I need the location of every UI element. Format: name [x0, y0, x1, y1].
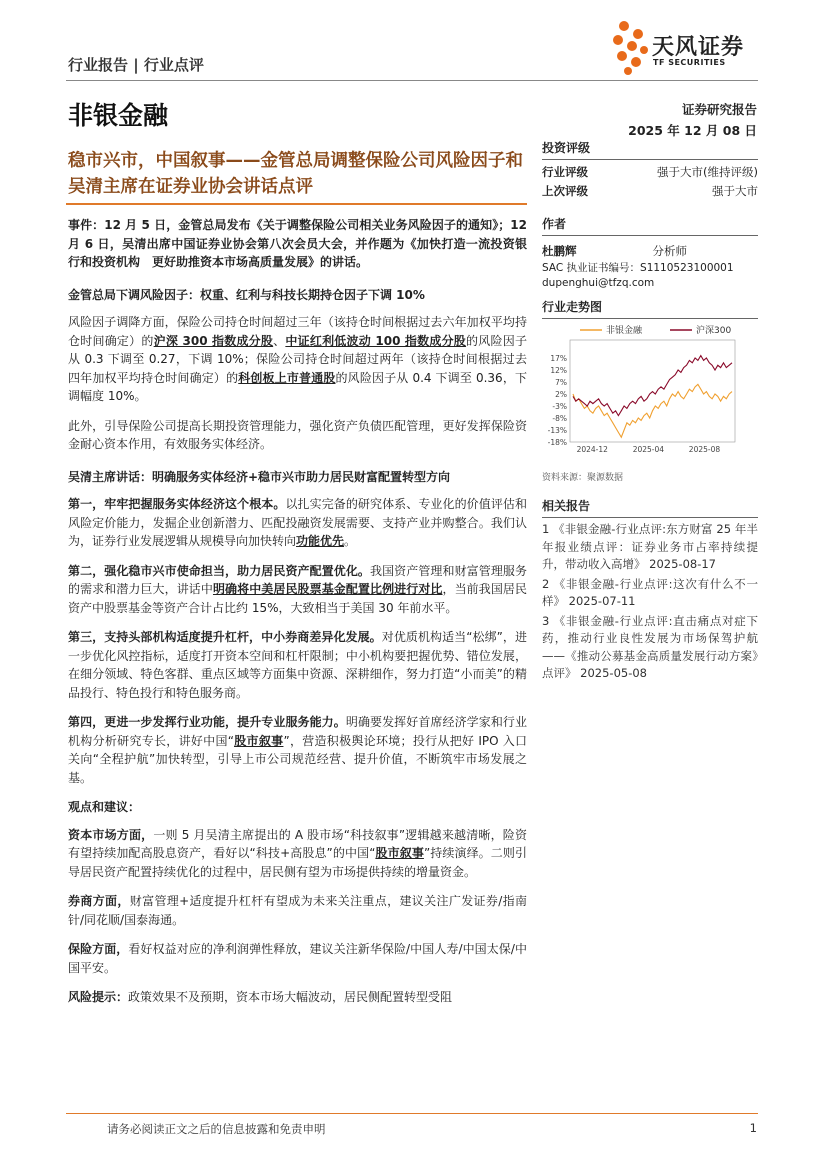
report-title: 稳市兴市，中国叙事——金管总局调整保险公司风险因子和吴清主席在证券业协会讲话点评	[68, 151, 523, 197]
legend-label-0: 非银金融	[606, 326, 643, 336]
chart-panel	[542, 298, 758, 319]
section2-heading: 吴清主席讲话：明确服务实体经济+稳市兴市助力居民财富配置转型方向	[68, 469, 451, 484]
x-tick-label: 2025-08	[688, 445, 721, 454]
y-tick-label: -13%	[547, 426, 567, 435]
section3-paragraph1: 资本市场方面，一则 5 月吴清主席提出的 A 股市场“科技叙事”逻辑越来越清晰，险资有望持续加配高股息资产，看好以“科技+高股息”的中国“股市叙事”持续演绎。二则引导居民资产配置持续优化的过程中，居民侧有望为市场提供持续的增量资金。	[68, 827, 527, 879]
related-report-1[interactable]: 1 《非银金融-行业点评:东方财富 25 年半年报业绩点评：证券业务市占率持续提升，带动收入高增》 2025-08-17	[542, 522, 758, 571]
y-tick-label: -18%	[547, 438, 567, 447]
y-tick-label: 7%	[555, 378, 567, 387]
chart-title: 行业走势图	[542, 298, 758, 319]
logo-mark-icon	[610, 20, 650, 76]
y-tick-label: -8%	[552, 414, 567, 423]
report-type: 证券研究报告	[681, 102, 757, 117]
rating-panel	[542, 139, 758, 201]
y-tick-label: 2%	[555, 390, 567, 399]
x-tick-label: 2024-12	[576, 445, 608, 454]
last-rating-value: 强于大市	[712, 184, 758, 198]
section2-paragraph1: 第一，牢牢把握服务实体经济这个根本。以扎实完备的研究体系、专业化的价值评估和风险定价能力，发掘企业创新潜力、匹配投融资发展需要、支持产业并购整合。我们认为，证券行业发展逻辑从规模导向加快转向功能优先。	[68, 497, 527, 548]
y-tick-label: -3%	[552, 402, 567, 411]
section3-paragraph3: 保险方面，看好权益对应的净利润弹性释放，建议关注新华保险/中国人寿/中国太保/中国平安。	[68, 942, 527, 975]
section3-heading: 观点和建议：	[68, 800, 141, 814]
author-panel	[542, 215, 758, 291]
sector-title: 非银金融	[68, 101, 169, 130]
author-name: 杜鹏辉	[542, 244, 577, 258]
last-rating-label: 上次评级	[542, 184, 588, 198]
related-report-3[interactable]: 3 《非银金融-行业点评:直击痛点对症下药，推动行业良性发展为市场保驾护航——《推动公募基金高质量发展行动方案》点评》 2025-05-08	[542, 613, 758, 680]
section2-paragraph4: 第四，更进一步发挥行业功能，提升专业服务能力。明确要发挥好首席经济学家和行业机构分析研究专长，讲好中国“股市叙事”，营造积极舆论环境；投行从把好 IPO 入口关向“全程护航”加快转型，引导上市公司规范经营、提升价值，不断筑牢市场发展之基。	[68, 715, 527, 785]
author-sac: SAC 执业证书编号：S1110523100001	[542, 262, 734, 274]
section1-paragraph2: 此外，引导保险公司提高长期投资管理能力，强化资产负债匹配管理，更好发挥保险资金耐心资本作用，有效服务实体经济。	[68, 418, 527, 451]
author-role: 分析师	[652, 244, 687, 258]
related-panel	[542, 497, 758, 685]
event-paragraph: 事件：12 月 5 日，金管总局发布《关于调整保险公司相关业务风险因子的通知》；12 月 6 日，吴清出席中国证券业协会第八次会员大会，并作题为《加快打造一流投资银行和投资机构 更好助推资本市场高质量发展》的讲话。	[68, 218, 527, 269]
industry-rating-value: 强于大市(维持评级)	[657, 165, 758, 179]
y-tick-label: 17%	[550, 354, 567, 363]
report-category: 行业报告 | 行业点评	[68, 56, 204, 74]
report-date: 2025 年 12 月 08 日	[628, 123, 757, 138]
section1-heading: 金管总局下调风险因子：权重、红利与科技长期持仓因子下调 10%	[68, 287, 425, 302]
author-email[interactable]: dupenghui@tfzq.com	[542, 277, 655, 289]
logo-subtext: TF SECURITIES	[653, 58, 726, 67]
author-title: 作者	[542, 215, 758, 236]
series-line-1	[573, 356, 732, 416]
footer-divider	[66, 1113, 758, 1114]
section2-paragraph2: 第二，强化稳市兴市使命担当，助力居民资产配置优化。我国资产管理和财富管理服务的需求和潜力巨大，讲话中明确将中美居民股票基金配置比例进行对比，当前我国居民资产中股票基金等资产合计占比约 15%，大致相当于美国 30 年前水平。	[68, 563, 527, 615]
rating-title: 投资评级	[542, 139, 758, 160]
trend-chart	[540, 320, 758, 460]
x-tick-label: 2025-04	[632, 445, 665, 454]
section3-paragraph2: 券商方面，财富管理+适度提升杠杆有望成为未来关注重点，建议关注广发证券/指南针/同花顺/国泰海通。	[68, 894, 527, 927]
section1-paragraph1: 风险因子调降方面，保险公司持仓时间超过三年（该持仓时间根据过去六年加权平均持仓时间确定）的沪深 300 指数成分股、中证红利低波动 100 指数成分股的风险因子从 0.3 下调至 0.27，下调 10%；保险公司持仓时间超过两年（该持仓时间根据过去四年加权平均持仓时间确定）的科创板上市普通股的风险因子从 0.4 下调至 0.36，下调幅度 10%。	[68, 315, 527, 403]
chart-source: 资料来源：聚源数据	[542, 473, 624, 483]
header-divider	[66, 80, 758, 81]
logo-text: 天风证券	[652, 35, 745, 60]
page-number: 1	[749, 1121, 757, 1135]
legend-label-1: 沪深300	[696, 326, 732, 336]
title-divider	[66, 203, 527, 205]
y-tick-label: 12%	[550, 366, 567, 375]
footer-disclaimer: 请务必阅读正文之后的信息披露和免责申明	[107, 1122, 326, 1136]
main-body	[68, 216, 527, 1018]
industry-rating-label: 行业评级	[542, 165, 588, 179]
related-report-2[interactable]: 2 《非银金融-行业点评:这次有什么不一样》 2025-07-11	[542, 576, 758, 608]
related-title: 相关报告	[542, 497, 758, 518]
section3-paragraph4: 风险提示：政策效果不及预期，资本市场大幅波动，居民侧配置转型受阻	[68, 990, 453, 1004]
section2-paragraph3: 第三，支持头部机构适度提升杠杆，中小券商差异化发展。对优质机构适当“松绑”，进一步优化风控指标，适度打开资本空间和杠杆限制；中小机构要把握优势、错位发展，在细分领域、特色客群、重点区域等方面集中资源、深耕细作，努力打造“小而美”的精品投行、特色投行和特色服务商。	[68, 630, 527, 700]
